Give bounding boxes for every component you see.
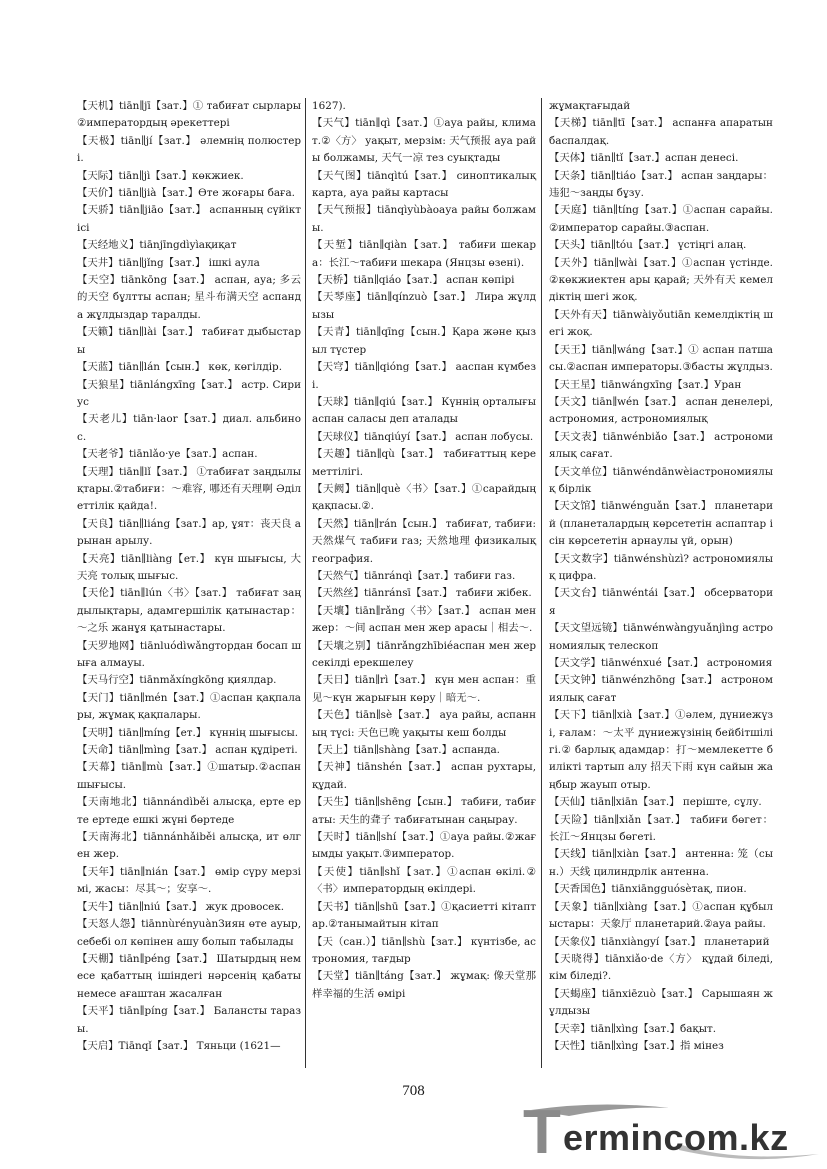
dictionary-entry: 【天文馆】tiānwénguǎn【зат.】 планетарий (планеталардың көрсететін аспаптар ісін көрсететін арнаулы үй, орын) <box>549 500 773 548</box>
dictionary-entry: 【天线】tiān∥xiàn【зат.】 антенна: 笼（сын.）天线 цилиндрлік антенна. <box>549 848 773 878</box>
dictionary-entry: 【天门】tiān∥mén【зат.】①аспан қақпалары, жұмақ қақпалары. <box>77 691 301 722</box>
dictionary-entry: 【天南地北】tiānnándìběi алысқа, ерте ерте ертеде ешкі жүні бөртеде <box>77 796 301 826</box>
dictionary-entry: 【天时】tiān∥shí【зат.】①ауа райы.②жағымды уақыт.③император. <box>312 831 536 861</box>
dictionary-entry: 【天机】tiān∥jī【зат.】① табиғат сырлары ②императордың әрекеттері <box>77 100 301 130</box>
dictionary-entry: 【天香国色】tiānxiāngguósèтақ, пион. <box>549 883 747 896</box>
dictionary-entry: 【天庭】tiān∥tíng【зат.】①аспан сарайы.②император сарайы.③аспан. <box>549 204 773 234</box>
dictionary-entry: 【天气预报】tiānqìyùbàoауа райы болжамы. <box>312 204 536 234</box>
dictionary-entry: 【天籁】tiān∥lài【зат.】 табиғат дыбыстары <box>77 326 302 356</box>
logo-wordmark: ermincom.kz <box>563 1117 789 1158</box>
dictionary-entry: 【天王星】tiānwángxīng【зат.】Уран <box>549 378 742 391</box>
dictionary-entry: 【天桥】tiān∥qiáo【зат.】 аспан көпірі <box>312 274 515 287</box>
dictionary-entry: 【天文表】tiānwénbiǎo【зат.】 астрономиялық сағат. <box>549 430 773 461</box>
dictionary-entry: 【天梯】tiān∥tī【зат.】 аспанға апаратын баспалдақ. <box>549 117 773 147</box>
dictionary-entry: 【天球仪】tiānqiúyí【зат.】 аспан лобусы. <box>312 430 534 443</box>
dictionary-entry: 【天文单位】tiānwéndānwèiастрономиялық бірлік <box>549 465 773 495</box>
dictionary-entry: 【天头】tiān∥tóu【зат.】 үстіңгі алаң. <box>549 239 747 252</box>
dictionary-entry: 【天明】tiān∥míng【ет.】 күннің шығысы. <box>77 726 299 739</box>
dictionary-entry: 【天晓得】tiānxiǎo·de〈方〉 құдай біледі, кім біледі?. <box>549 952 773 983</box>
dictionary-entry: 【天文望远镜】tiānwénwàngyuǎnjìng астрономиялық телескоп <box>549 622 773 652</box>
dictionary-entry: 【天幕】tiān∥mù【зат.】①шатыр.②аспан шығысы. <box>77 761 301 791</box>
dictionary-entry: 【天老儿】tiān·laor【зат.】диал. альбинос. <box>77 413 301 443</box>
dictionary-entry: 【天幸】tiān∥xìng【зат.】бақыт. <box>549 1022 717 1035</box>
dictionary-entry: 【天然丝】tiānránsī【зат.】 табиғи жібек. <box>312 587 532 600</box>
dictionary-entry: 【天文数字】tiānwénshùzì? астрономиялық цифра. <box>549 552 773 582</box>
dictionary-entry: 【天怒人怨】tiānnùrényuànЗиян өте ауыр, себебі ол көпінен ашу болып табылады <box>77 918 301 948</box>
dictionary-entry: 【天日】tiān∥rì【зат.】 күн мен аспан：重见～күн жарығын көру｜暗无～. <box>312 674 536 704</box>
dictionary-entry: 【天蓝】tiān∥lán【сын.】 көк, көгілдір. <box>77 361 283 374</box>
dictionary-entry: 【天文台】tiānwéntái【зат.】 обсерватория <box>549 587 773 617</box>
dictionary-entry: 【天极】tiān∥jí【зат.】 әлемнің полюстері. <box>77 134 301 165</box>
dictionary-entry: 【天外有天】tiānwàiyǒutiān кемелдіктің шегі жоқ. <box>549 308 773 339</box>
dictionary-entry: 【天堑】tiān∥qiàn【зат.】 табиғи шекара：长江～табиғи шекара (Янцзы өзені). <box>312 239 536 269</box>
dictionary-entry: 【天经地义】tiānjīngdìyìақиқат <box>77 239 237 252</box>
logo-letter-t: T <box>523 1098 561 1167</box>
dictionary-entry: 【天性】tiān∥xìng【зат.】指 мінез <box>549 1039 724 1052</box>
dictionary-entry: 【天空】tiānkōng【зат.】 аспан, ауа; 多云的天空 бұлтты аспан; 星斗布满天空 аспанда жұлдыздар таралды. <box>77 274 301 321</box>
dictionary-entry: 【天壤之别】tiānrǎngzhībiéаспан мен жер секілді ерекшелеу <box>312 639 536 669</box>
dictionary-entry: 【天文钟】tiānwénzhōng【зат.】 астрономиялық сағат <box>549 674 773 704</box>
termincom-logo <box>523 1098 823 1167</box>
dictionary-entry: 【天理】tiān∥lǐ【зат.】 ①табиғат заңдылықтары.②табиғи：～难容, 哪还有天理啊 Әділеттілік қайда!. <box>77 465 301 513</box>
dictionary-entry: 【天气】tiān∥qì【зат.】①ауа райы, климат.②〈方〉 уақыт, мерзім: 天气预报 ауа райы болжамы, 天气一凉 тез суықтады <box>312 117 536 165</box>
dictionary-entry: 【天生】tiān∥shēng【сын.】 табиғи, табиғаты: 天生的聋子 табиғатынан саңырау. <box>312 796 536 826</box>
dictionary-entry: 【天蝎座】tiānxiēzuò【зат.】 Сарышаян жұлдызы <box>549 987 773 1018</box>
dictionary-entry: 【天井】tiān∥jǐng【зат.】 ішкі аула <box>77 256 260 269</box>
dictionary-entry: 1627). <box>312 100 346 112</box>
dictionary-entry: 【天堂】tiān∥táng【зат.】 жұмақ: 像天堂那样幸福的生活 өмірі <box>312 970 536 1000</box>
dictionary-entry: 【天体】tiān∥tǐ【зат.】аспан денесі. <box>549 152 739 165</box>
dictionary-entry: 【天（сан.）】tiān∥shù【зат.】 күнтізбе, астрономия, тағдыр <box>312 935 536 965</box>
dictionary-entry: 【天年】tiān∥nián【зат.】 өмір сүру мерзімі, жасы：尽其～；安享～. <box>77 865 301 896</box>
dictionary-entry: 【天骄】tiān∥jiāo【зат.】 аспанның сүйіктісі <box>77 204 301 234</box>
dictionary-entry: 【天际】tiān∥jì【зат.】көкжиек. <box>77 169 244 182</box>
dictionary-entry: 【天气图】tiānqìtú【зат.】 синоптикалық карта, ауа райы картасы <box>312 169 536 200</box>
dictionary-entry: 【天平】tiān∥píng【зат.】 Балансты таразы. <box>77 1005 301 1035</box>
dictionary-column-2 <box>312 98 536 1003</box>
dictionary-entry: 【天马行空】tiānmǎxíngkōng қиялдар. <box>77 674 277 687</box>
dictionary-entry: 【天启】Tiānqǐ【зат.】 Тяньци (1621— <box>77 1039 281 1052</box>
dictionary-entry: 【天使】tiān∥shǐ【зат.】①аспан өкілі.②〈书〉императордың өкілдері. <box>312 865 536 896</box>
dictionary-entry: жұмақтағыдай <box>549 100 631 112</box>
dictionary-entry: 【天牛】tiān∥niú【зат.】 жук дровосек. <box>77 900 285 913</box>
dictionary-entry: 【天棚】tiān∥péng【зат.】 Шатырдың немесе қабаттың ішіндегі нәрсенің қабаты немесе ағаштан жасалған <box>77 952 301 1000</box>
dictionary-entry: 【天伦】tiān∥lún〈书〉【зат.】 табиғат заңдылықтары, адамгершілік қатынастар：～之乐 жанұя қатынастары. <box>77 587 301 635</box>
dictionary-column-1 <box>77 98 301 1055</box>
dictionary-entry: 【天文】tiān∥wén【зат.】 аспан денелері, астрономия, астрономиялық <box>549 395 773 426</box>
dictionary-entry: 【天象仪】tiānxiàngyí【зат.】 планетарий <box>549 935 770 948</box>
page-number: 708 <box>402 1083 425 1099</box>
dictionary-entry: 【天球】tiān∥qiú【зат.】 Күннің орталығы аспан саласы деп аталады <box>312 395 536 426</box>
dictionary-entry: 【天良】tiān∥liáng【зат.】ар, ұят：丧天良 арынан арылу. <box>77 517 301 548</box>
dictionary-entry: 【天条】tiān∥tiáo【зат.】 аспан заңдары：违犯～заңды бұзу. <box>549 169 773 200</box>
dictionary-entry: 【天价】tiān∥jià【зат.】Өте жоғары баға. <box>77 187 295 200</box>
column-divider <box>541 98 542 1068</box>
dictionary-column-3 <box>549 98 773 1055</box>
dictionary-entry: 【天书】tiān∥shū【зат.】①қасиетті кітаптар.②танымайтын кітап <box>312 900 536 931</box>
dictionary-entry: 【天阙】tiān∥què〈书〉【зат.】①сарайдың қақпасы.②. <box>312 482 536 513</box>
dictionary-entry: 【天仙】tiān∥xiān【зат.】 періште, сұлу. <box>549 796 762 809</box>
dictionary-entry: 【天下】tiān∥xià【зат.】①әлем, дүниежүзі, ғалам：～太平 дүниежүзінің бейбітшілігі.② барлық адамдар：打～мемлекетте билікті тартып алу 招天下雨 күн сайын жаңбыр жауып отыр. <box>549 709 773 791</box>
dictionary-entry: 【天险】tiān∥xiǎn【зат.】 табиғи бөгет：长江～Янцзы бөгеті. <box>549 813 773 844</box>
dictionary-entry: 【天命】tiān∥mìng【зат.】 аспан құдіреті. <box>77 744 298 757</box>
dictionary-entry: 【天然气】tiānránqì【зат.】табиғи газ. <box>312 569 516 582</box>
dictionary-entry: 【天南海北】tiānnánhǎiběi алысқа, ит өлген жер. <box>77 831 301 861</box>
dictionary-entry: 【天文学】tiānwénxué【зат.】 астрономия <box>549 657 773 669</box>
dictionary-entry: 【天狼星】tiānlángxīng【зат.】 астр. Сириус <box>77 378 301 408</box>
dictionary-entry: 【天上】tiān∥shàng【зат.】аспанда. <box>312 744 500 757</box>
dictionary-entry: 【天穹】tiān∥qióng【зат.】 ааспан күмбезі. <box>312 361 536 391</box>
dictionary-entry: 【天老爷】tiānlǎo·ye【зат.】аспан. <box>77 448 258 461</box>
dictionary-entry: 【天外】tiān∥wài【зат.】①аспан үстінде.②көкжиектен ары қарай; 天外有天 кемелдіктің шегі жоқ. <box>549 256 773 304</box>
dictionary-entry: 【天壤】tiān∥rǎng〈书〉【зат.】 аспан мен жер：～间 аспан мен жер арасы｜相去～. <box>312 604 536 635</box>
dictionary-entry: 【天趣】tiān∥qù【зат.】 табиғаттың кереметтілігі. <box>312 448 536 478</box>
dictionary-entry: 【天然】tiān∥rán【сын.】 табиғат, табиғи: 天然煤气 табиғи газ; 天然地理 физикалық география. <box>312 517 536 565</box>
dictionary-entry: 【天色】tiān∥sè【зат.】 ауа райы, аспанның түсі: 天色已晚 уақыты кеш болды <box>312 709 536 739</box>
dictionary-entry: 【天神】tiānshén【зат.】 аспан рухтары, құдай. <box>312 761 536 791</box>
dictionary-entry: 【天青】tiān∥qīng【сын.】Қара және қызыл түстер <box>312 326 536 356</box>
dictionary-entry: 【天亮】tiān∥liàng【ет.】 күн шығысы, 大天亮 толық шығыс. <box>77 552 301 582</box>
column-divider <box>305 98 306 1068</box>
dictionary-entry: 【天琴座】tiān∥qínzuò【зат.】 Лира жұлдызы <box>312 291 536 321</box>
dictionary-entry: 【天象】tiān∥xiàng【зат.】①аспан құбылыстары：天象厅 планетарий.②ауа райы. <box>549 900 773 931</box>
dictionary-entry: 【天罗地网】tiānluódìwǎngтордан босап шыға алмауы. <box>77 639 301 669</box>
dictionary-entry: 【天王】tiān∥wáng【зат.】① аспан патшасы.②аспан императоры.③басты жұлдыз. <box>549 343 773 374</box>
